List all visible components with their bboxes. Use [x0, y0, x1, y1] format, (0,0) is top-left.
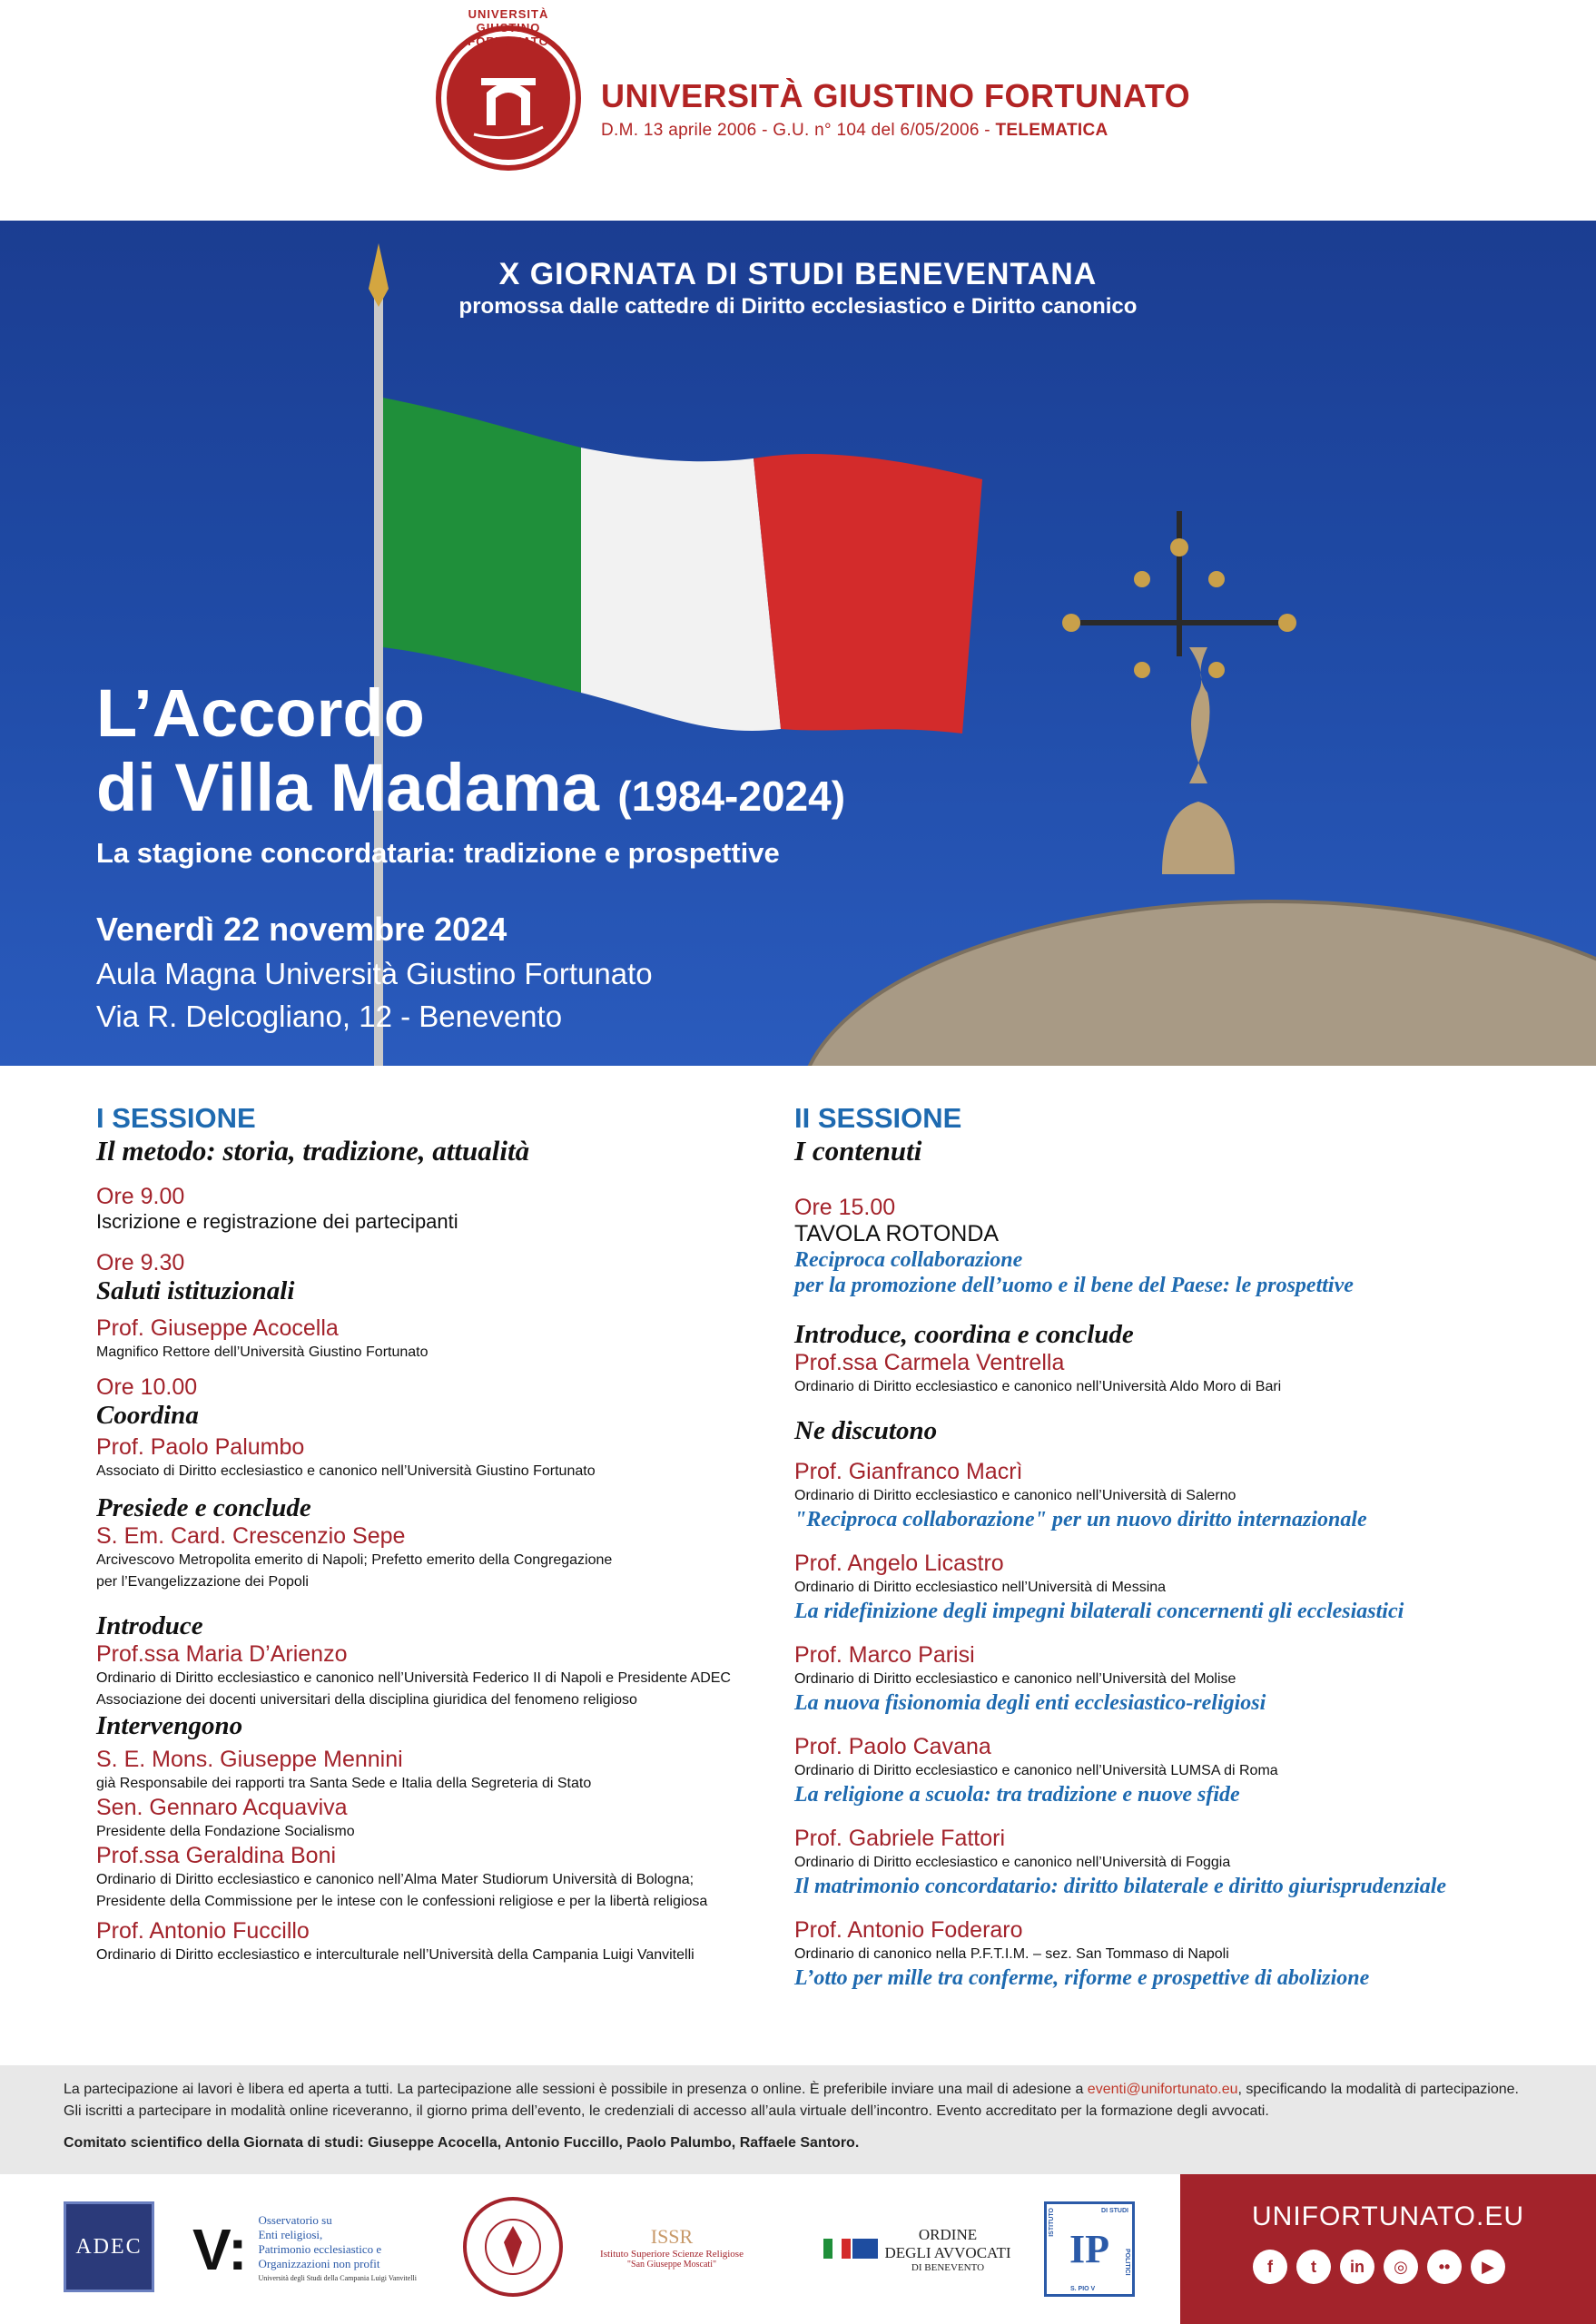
theme-line-2: per la promozione dell’uomo e il bene del Paese: le prospettive: [794, 1274, 1354, 1297]
affiliation-acquaviva: Presidente della Fondazione Socialismo: [96, 1824, 355, 1839]
intervengono-label: Intervengono: [96, 1711, 243, 1740]
event-date: Venerdì 22 novembre 2024: [96, 911, 507, 948]
website-link[interactable]: UNIFORTUNATO.EU: [1251, 2201, 1524, 2231]
affiliation-fuccillo: Ordinario di Diritto ecclesiastico e interculturale nell’Università della Campania Luigi Vanvitelli: [96, 1947, 695, 1963]
introduce-coordina-label: Introduce, coordina e conclude: [794, 1320, 1134, 1349]
affiliation-palumbo: Associato di Diritto ecclesiastico e canonico nell’Università Giustino Fortunato: [96, 1463, 596, 1479]
ip-side-text-3: POLITICI: [1124, 2249, 1130, 2276]
registration-text: Iscrizione e registrazione dei partecipanti: [96, 1210, 458, 1233]
linkedin-icon[interactable]: in: [1340, 2250, 1374, 2284]
time-0930: Ore 9.30: [96, 1250, 185, 1275]
logo-ring-text: UNIVERSITÀ GIUSTINO FORTUNATO: [468, 7, 549, 48]
participation-info: [64, 2079, 1534, 2122]
ip-side-text-1: ISTITUTO: [1049, 2208, 1055, 2237]
speaker-darienzo: Prof.ssa Maria D’Arienzo: [96, 1641, 348, 1667]
decree-text: D.M. 13 aprile 2006 - G.U. n° 104 del 6/05/2006 -: [601, 121, 996, 140]
issr-logo-line2: "San Giuseppe Moscati": [626, 2259, 717, 2270]
session-1-subtitle: Il metodo: storia, tradizione, attualità: [96, 1135, 530, 1167]
tavola-rotonda-label: TAVOLA ROTONDA: [794, 1221, 1000, 1246]
university-title: UNIVERSITÀ GIUSTINO FORTUNATO: [601, 77, 1191, 114]
speaker-macri: Prof. Gianfranco Macrì: [794, 1459, 1023, 1484]
theme-line-1: Reciproca collaborazione: [794, 1248, 1023, 1272]
issr-logo-title: ISSR: [650, 2224, 694, 2248]
event-venue: Aula Magna Università Giustino Fortunato: [96, 957, 653, 990]
topic-foderaro: L’otto per mille tra conferme, riforme e prospettive di abolizione: [794, 1966, 1370, 1990]
affiliation-sepe-2: per l’Evangelizzazione dei Popoli: [96, 1574, 309, 1590]
speaker-parisi: Prof. Marco Parisi: [794, 1642, 975, 1668]
twitter-icon[interactable]: t: [1296, 2250, 1331, 2284]
scientific-committee: Comitato scientifico della Giornata di studi: Giuseppe Acocella, Antonio Fuccillo, Paolo Palumbo, Raffaele Santoro.: [64, 2135, 860, 2151]
ip-side-text-2: DI STUDI: [1101, 2208, 1128, 2214]
affiliation-ventrella: Ordinario di Diritto ecclesiastico e canonico nell’Università Aldo Moro di Bari: [794, 1379, 1282, 1394]
time-0900: Ore 9.00: [96, 1184, 185, 1209]
social-icons: [1253, 2250, 1505, 2284]
ordine-avvocati-logo: [813, 2206, 1021, 2292]
speaker-palumbo: Prof. Paolo Palumbo: [96, 1434, 305, 1460]
flag-green: [383, 398, 581, 693]
seminary-seal-logo: [463, 2197, 563, 2297]
ordine-line2: DEGLI AVVOCATI: [884, 2243, 1011, 2261]
affiliation-macri: Ordinario di Diritto ecclesiastico e canonico nell’Università di Salerno: [794, 1488, 1236, 1503]
observatory-line1: Osservatorio su: [258, 2212, 332, 2227]
event-subtitle: La stagione concordataria: tradizione e prospettive: [96, 837, 780, 869]
seal-emblem-icon: [481, 2215, 545, 2279]
ordine-line1: ORDINE: [918, 2225, 978, 2243]
speaker-acquaviva: Sen. Gennaro Acquaviva: [96, 1795, 348, 1820]
observatory-logo: [192, 2206, 429, 2292]
session-2: [794, 1102, 1557, 1991]
speaker-mennini: S. E. Mons. Giuseppe Mennini: [96, 1747, 403, 1772]
speaker-fuccillo: Prof. Antonio Fuccillo: [96, 1918, 310, 1944]
ordine-line3: DI BENEVENTO: [911, 2261, 985, 2273]
speaker-licastro: Prof. Angelo Licastro: [794, 1551, 1004, 1576]
introduce-label: Introduce: [96, 1611, 203, 1640]
adec-logo-text: ADEC: [75, 2234, 143, 2259]
topic-cavana: La religione a scuola: tra tradizione e nuove sfide: [794, 1783, 1240, 1807]
italy-eu-flags-icon: [823, 2231, 878, 2268]
lantern: [1162, 647, 1235, 874]
affiliation-foderaro: Ordinario di canonico nella P.F.T.I.M. – sez. San Tommaso di Napoli: [794, 1946, 1229, 1962]
observatory-line5: Università degli Studi della Campania Luigi Vanvitelli: [258, 2273, 417, 2282]
ip-logo-letters: IP: [1069, 2227, 1109, 2271]
facebook-icon[interactable]: f: [1253, 2250, 1287, 2284]
ne-discutono-label: Ne discutono: [794, 1416, 938, 1445]
affiliation-boni-1: Ordinario di Diritto ecclesiastico e canonico nell’Alma Mater Studiorum Università di Bologna;: [96, 1872, 695, 1887]
topic-parisi: La nuova fisionomia degli enti ecclesiastico-religiosi: [794, 1691, 1266, 1715]
youtube-icon[interactable]: ▶: [1471, 2250, 1505, 2284]
session-1: [96, 1102, 786, 1966]
observatory-line4: Organizzazioni non profit: [258, 2256, 380, 2270]
affiliation-parisi: Ordinario di Diritto ecclesiastico e canonico nell’Università del Molise: [794, 1671, 1236, 1687]
affiliation-darienzo-2: Associazione dei docenti universitari della disciplina giuridica del fenomeno religioso: [96, 1692, 637, 1708]
affiliation-cavana: Ordinario di Diritto ecclesiastico e canonico nell’Università LUMSA di Roma: [794, 1763, 1278, 1778]
topic-macri: "Reciproca collaborazione" per un nuovo diritto internazionale: [794, 1508, 1367, 1531]
flickr-icon[interactable]: ••: [1427, 2250, 1462, 2284]
topic-licastro: La ridefinizione degli impegni bilaterali concernenti gli ecclesiastici: [794, 1600, 1404, 1623]
main-title-line2: di Villa Madama: [96, 750, 599, 825]
observatory-line2: Enti religiosi,: [258, 2227, 323, 2241]
event-title: X GIORNATA DI STUDI BENEVENTANA: [498, 257, 1098, 291]
affiliation-fattori: Ordinario di Diritto ecclesiastico e canonico nell’Università di Foggia: [794, 1855, 1231, 1870]
main-title: [96, 676, 845, 833]
event-promoter: promossa dalle cattedre di Diritto ecclesiastico e Diritto canonico: [458, 294, 1138, 319]
dome: [799, 901, 1596, 1066]
main-title-line1: L’Accordo: [96, 675, 425, 751]
affiliation-darienzo-1: Ordinario di Diritto ecclesiastico e canonico nell’Università Federico II di Napoli e Presidente ADEC: [96, 1670, 731, 1686]
time-1000: Ore 10.00: [96, 1374, 198, 1400]
university-subtitle: [601, 121, 1108, 141]
coordina-label: Coordina: [96, 1401, 199, 1430]
speaker-boni: Prof.ssa Geraldina Boni: [96, 1843, 337, 1868]
speaker-sepe: S. Em. Card. Crescenzio Sepe: [96, 1523, 406, 1549]
affiliation-acocella: Magnifico Rettore dell’Università Giustino Fortunato: [96, 1344, 429, 1360]
speaker-acocella: Prof. Giuseppe Acocella: [96, 1315, 339, 1341]
email-link[interactable]: eventi@unifortunato.eu: [1087, 2082, 1238, 2097]
speaker-fattori: Prof. Gabriele Fattori: [794, 1826, 1006, 1851]
observatory-line3: Patrimonio ecclesiastico e: [258, 2241, 382, 2256]
speaker-ventrella: Prof.ssa Carmela Ventrella: [794, 1350, 1065, 1375]
affiliation-sepe-1: Arcivescovo Metropolita emerito di Napoli; Prefetto emerito della Congregazione: [96, 1552, 613, 1568]
saluti-label: Saluti istituzionali: [96, 1276, 295, 1305]
session-2-subtitle: I contenuti: [794, 1135, 922, 1167]
university-logo-emblem: [447, 36, 570, 160]
issr-logo-line1: Istituto Superiore Scienze Religiose: [600, 2248, 744, 2260]
time-1500: Ore 15.00: [794, 1195, 896, 1220]
main-title-years: (1984-2024): [617, 773, 846, 820]
speaker-cavana: Prof. Paolo Cavana: [794, 1734, 991, 1759]
cross-horizontal: [1080, 620, 1280, 625]
affiliation-mennini: già Responsabile dei rapporti tra Santa Sede e Italia della Segreteria di Stato: [96, 1776, 592, 1791]
adec-logo: [64, 2201, 154, 2292]
session-1-label: I SESSIONE: [96, 1102, 256, 1134]
pio-v-institute-logo: [1044, 2201, 1135, 2297]
event-address: Via R. Delcogliano, 12 - Benevento: [96, 1000, 563, 1033]
speaker-foderaro: Prof. Antonio Foderaro: [794, 1917, 1023, 1943]
topic-fattori: Il matrimonio concordatario: diritto bilaterale e diritto giurisprudenziale: [794, 1875, 1447, 1898]
telematica-label: TELEMATICA: [995, 121, 1108, 140]
ip-side-text-4: S. PIO V: [1070, 2286, 1096, 2292]
issr-logo: [581, 2201, 763, 2292]
arch-icon: [447, 36, 570, 160]
instagram-icon[interactable]: ◎: [1384, 2250, 1418, 2284]
participation-text-2: , specificando la modalità di partecipazione. Gli iscritti a partecipare in modalità online riceveranno, il giorno prima dell’evento, le credenziali di accesso all’aula virtuale dell’incontro. Evento accreditato per la formazione degli avvocati.: [64, 2082, 1519, 2119]
affiliation-boni-2: Presidente della Commissione per le intese con le confessioni religiose e per la libertà religiosa: [96, 1894, 708, 1909]
affiliation-licastro: Ordinario di Diritto ecclesiastico nell’Università di Messina: [794, 1580, 1167, 1595]
session-2-label: II SESSIONE: [794, 1102, 962, 1134]
presiede-label: Presiede e conclude: [96, 1493, 311, 1522]
participation-text-1: La partecipazione ai lavori è libera ed aperta a tutti. La partecipazione alle sessioni è possibile in presenza o online. È preferibile inviare una mail di adesione a: [64, 2082, 1088, 2097]
cross-vertical: [1177, 511, 1182, 656]
observatory-v-mark: V:: [192, 2216, 248, 2282]
